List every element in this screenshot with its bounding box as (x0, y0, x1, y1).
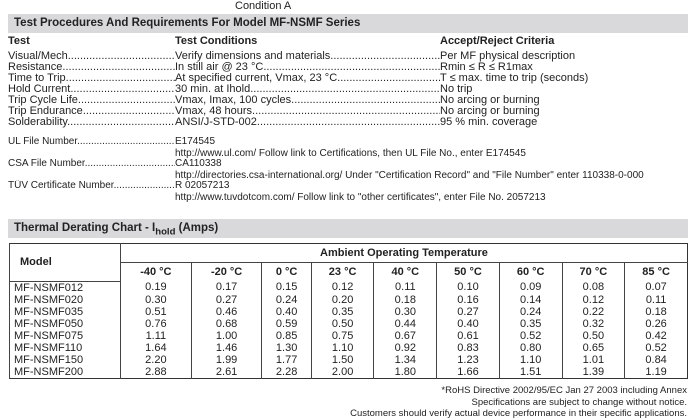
test-condition: Vmax, 48 hours ..... (175, 106, 440, 117)
ihold-cell: 0.20 (311, 294, 374, 306)
model-cell: MF-NSMF035 (10, 306, 121, 318)
model-cell: MF-NSMF050 (10, 318, 121, 330)
temp-header: 50 °C (437, 263, 500, 282)
model-cell: MF-NSMF075 (10, 330, 121, 342)
model-cell: MF-NSMF110 (10, 342, 121, 354)
ihold-cell: 0.52 (499, 330, 562, 342)
ihold-cell: 0.11 (625, 294, 688, 306)
ihold-cell: 0.46 (191, 306, 262, 318)
cert-row (8, 180, 230, 191)
ihold-cell: 0.83 (437, 342, 500, 354)
ihold-cell: 0.65 (562, 342, 625, 354)
table-row (10, 354, 688, 366)
ihold-cell: 0.68 (191, 318, 262, 330)
ihold-cell: 0.32 (562, 318, 625, 330)
cert-link-note: http://www.ul.com/ Follow link to Certifications, then UL File No., enter E174545 (175, 148, 526, 159)
ihold-cell: 0.85 (262, 330, 311, 342)
test-condition: Verify dimensions and materials ..... (175, 51, 440, 62)
ihold-cell: 2.00 (311, 366, 374, 379)
test-name: Visual/Mech. ..... (8, 51, 175, 62)
ihold-cell: 1.10 (311, 342, 374, 354)
test-criteria: Per MF physical description (440, 50, 576, 62)
footer-rohs: *RoHS Directive 2002/95/EC Jan 27 2003 including Annex (441, 385, 687, 396)
ambient-temp-header: Ambient Operating Temperature (121, 244, 688, 263)
ihold-cell: 1.64 (121, 342, 192, 354)
test-row (8, 117, 537, 128)
temp-header: 0 °C (262, 263, 311, 282)
ihold-cell: 0.27 (191, 294, 262, 306)
temp-header: 40 °C (374, 263, 437, 282)
ihold-cell: 0.07 (625, 281, 688, 294)
test-condition: Vmax, Imax, 100 cycles ..... (175, 95, 440, 106)
ihold-cell: 0.24 (499, 306, 562, 318)
ihold-cell: 2.88 (121, 366, 192, 379)
test-criteria: No trip (440, 83, 473, 95)
thermal-title: Thermal Derating Chart - $I_{hold}$ (Amps) (8, 219, 688, 238)
table-row (10, 281, 688, 294)
ihold-cell: 1.00 (191, 330, 262, 342)
ihold-cell: 0.67 (374, 330, 437, 342)
test-condition: ANSI/J-STD-002 ..... (175, 117, 440, 128)
footer-customers: Customers should verify actual device performance in their specific applications. (350, 408, 687, 419)
ihold-cell: 0.30 (374, 306, 437, 318)
table-row (10, 342, 688, 354)
test-criteria: 95 % min. coverage (440, 116, 538, 128)
ihold-cell: 1.11 (121, 330, 192, 342)
table-row (10, 294, 688, 306)
ihold-cell: 0.19 (121, 281, 192, 294)
ihold-cell: 0.75 (311, 330, 374, 342)
ihold-cell: 2.20 (121, 354, 192, 366)
ihold-cell: 1.99 (191, 354, 262, 366)
test-name: Hold Current ..... (8, 84, 175, 95)
ihold-cell: 0.42 (625, 330, 688, 342)
test-name: Time to Trip ..... (8, 73, 175, 84)
temp-header: -20 °C (191, 263, 262, 282)
ihold-cell: 0.11 (374, 281, 437, 294)
ihold-cell: 2.28 (262, 366, 311, 379)
ihold-cell: 0.09 (499, 281, 562, 294)
ihold-cell: 0.50 (562, 330, 625, 342)
model-cell: MF-NSMF200 (10, 366, 121, 379)
test-name: Trip Cycle Life ..... (8, 95, 175, 106)
table-row (10, 366, 688, 379)
ihold-cell: 0.59 (262, 318, 311, 330)
ihold-cell: 0.92 (374, 342, 437, 354)
table-row (10, 318, 688, 330)
ihold-cell: 1.10 (499, 354, 562, 366)
ihold-cell: 1.34 (374, 354, 437, 366)
ihold-cell: 0.18 (625, 306, 688, 318)
ihold-cell: 0.10 (437, 281, 500, 294)
temp-header: 60 °C (499, 263, 562, 282)
cert-row (8, 136, 215, 147)
cert-label: TÜV Certificate Number ..... (8, 180, 175, 191)
ihold-cell: 1.80 (374, 366, 437, 379)
cert-label: UL File Number ..... (8, 136, 175, 147)
ihold-cell: 1.66 (437, 366, 500, 379)
ihold-cell: 0.26 (625, 318, 688, 330)
ihold-cell: 1.19 (625, 366, 688, 379)
thermal-derating-table (9, 243, 688, 379)
ihold-cell: 0.50 (311, 318, 374, 330)
cert-number: CA110338 (175, 158, 222, 169)
temp-header: -40 °C (121, 263, 192, 282)
condition-label: Condition A (235, 0, 292, 12)
model-cell: MF-NSMF020 (10, 294, 121, 306)
ihold-cell: 0.76 (121, 318, 192, 330)
ihold-cell: 0.14 (499, 294, 562, 306)
header-conditions: Test Conditions (175, 35, 258, 47)
cert-number: E174545 (175, 136, 216, 147)
cert-link-note: http://www.tuvdotcom.com/ Follow link to "other certificates", enter File No. 2057213 (175, 192, 546, 203)
test-criteria: T ≤ max. time to trip (seconds) (440, 72, 589, 84)
test-row (8, 73, 588, 84)
header-test: Test (8, 35, 30, 47)
test-criteria: No arcing or burning (440, 105, 540, 117)
test-criteria: Rmin ≤ R ≤ R1max (440, 61, 533, 73)
ihold-cell: 0.18 (374, 294, 437, 306)
ihold-cell: 0.24 (262, 294, 311, 306)
ihold-cell: 0.61 (437, 330, 500, 342)
ihold-cell: 0.15 (262, 281, 311, 294)
ihold-cell: 1.46 (191, 342, 262, 354)
test-condition: At specified current, Vmax, 23 °C ..... (175, 73, 440, 84)
model-header: Model (10, 244, 121, 282)
ihold-cell: 0.27 (437, 306, 500, 318)
header-criteria: Accept/Reject Criteria (440, 35, 555, 47)
test-section-title: Test Procedures And Requirements For Model MF-NSMF Series (8, 14, 688, 33)
ihold-cell: 1.39 (562, 366, 625, 379)
footer-specs: Specifications are subject to change without notice. (471, 397, 687, 408)
ihold-cell: 0.40 (262, 306, 311, 318)
ihold-cell: 0.12 (311, 281, 374, 294)
temp-header: 70 °C (562, 263, 625, 282)
ihold-cell: 0.08 (562, 281, 625, 294)
ihold-cell: 0.52 (625, 342, 688, 354)
ihold-cell: 0.16 (437, 294, 500, 306)
test-row (8, 84, 472, 95)
cert-number: R 02057213 (175, 180, 230, 191)
test-name: Resistance ..... (8, 62, 175, 73)
test-criteria: No arcing or burning (440, 94, 540, 106)
ihold-cell: 0.30 (121, 294, 192, 306)
ihold-cell: 1.51 (499, 366, 562, 379)
ihold-cell: 0.44 (374, 318, 437, 330)
cert-row (8, 158, 222, 169)
table-row (10, 306, 688, 318)
test-condition: In still air @ 23 °C ..... (175, 62, 440, 73)
test-condition: 30 min. at Ihold ..... (175, 84, 440, 95)
model-cell: MF-NSMF012 (10, 281, 121, 294)
ihold-cell: 0.51 (121, 306, 192, 318)
temp-header: 23 °C (311, 263, 374, 282)
ihold-cell: 0.40 (437, 318, 500, 330)
ihold-cell: 1.23 (437, 354, 500, 366)
cert-label: CSA File Number ..... (8, 158, 175, 169)
cert-link-note: http://directories.csa-international.org/ Under "Certification Record" and "File Number" enter 110338-0-000 (175, 170, 644, 181)
ihold-cell: 0.80 (499, 342, 562, 354)
test-name: Solderability ..... (8, 117, 175, 128)
table-row (10, 330, 688, 342)
ihold-cell: 1.77 (262, 354, 311, 366)
ihold-cell: 0.22 (562, 306, 625, 318)
ihold-cell: 0.12 (562, 294, 625, 306)
model-cell: MF-NSMF150 (10, 354, 121, 366)
ihold-cell: 1.50 (311, 354, 374, 366)
test-name: Trip Endurance ..... (8, 106, 175, 117)
ihold-cell: 2.61 (191, 366, 262, 379)
ihold-cell: 0.84 (625, 354, 688, 366)
ihold-cell: 1.01 (562, 354, 625, 366)
ihold-cell: 1.30 (262, 342, 311, 354)
ihold-cell: 0.35 (499, 318, 562, 330)
temp-header: 85 °C (625, 263, 688, 282)
ihold-cell: 0.35 (311, 306, 374, 318)
ihold-cell: 0.17 (191, 281, 262, 294)
